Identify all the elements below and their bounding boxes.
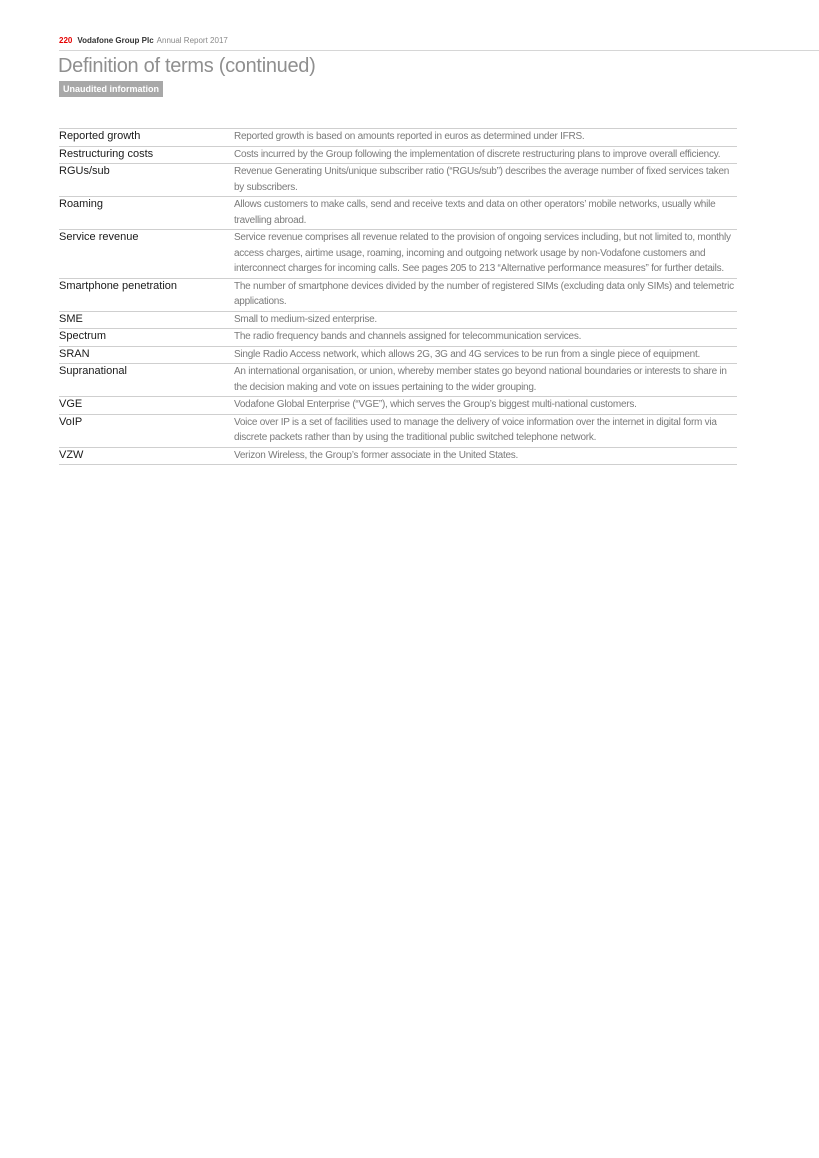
term-name: Roaming bbox=[59, 198, 104, 210]
term-name: Spectrum bbox=[59, 330, 107, 342]
term-name: Smartphone penetration bbox=[59, 279, 178, 292]
term-name: Supranational bbox=[59, 365, 127, 377]
term-definition: Voice over IP is a set of facilities used to manage the delivery of voice information over the internet in digital form via discrete packets rather than by using the traditional public switched telephone network. bbox=[234, 416, 717, 443]
term-name: VZW bbox=[59, 448, 84, 461]
report-name: Annual Report 2017 bbox=[156, 36, 228, 45]
term-row bbox=[59, 279, 737, 312]
page-number: 220 bbox=[59, 36, 73, 45]
term-definition: Vodafone Global Enterprise (“VGE”), which serves the Group’s biggest multi-national customers. bbox=[234, 399, 637, 410]
term-row bbox=[59, 230, 737, 279]
term-definition: Revenue Generating Units/unique subscriber ratio (“RGUs/sub”) describes the average number of fixed services taken by subscribers. bbox=[234, 166, 730, 193]
term-definition: Verizon Wireless, the Group’s former associate in the United States. bbox=[234, 449, 519, 461]
term-name: Reported growth bbox=[59, 130, 141, 142]
term-definition: Allows customers to make calls, send and receive texts and data on other operators’ mobile networks, usually while travelling abroad. bbox=[234, 199, 716, 226]
term-name: Restructuring costs bbox=[59, 147, 154, 160]
term-row bbox=[59, 312, 737, 330]
page-title: Definition of terms (continued) bbox=[58, 55, 316, 77]
term-row bbox=[59, 164, 737, 197]
term-row bbox=[59, 415, 737, 448]
term-definition: Single Radio Access network, which allows 2G, 3G and 4G services to be run from a single piece of equipment. bbox=[234, 348, 701, 360]
term-definition: Service revenue comprises all revenue related to the provision of ongoing services including, but not limited to, monthly access charges, airtime usage, roaming, incoming and outgoing network usage by non-Vodafone customers and interconnect charges for incoming calls. See pages 205 to 213 “Alternative performance measures” for further details. bbox=[234, 232, 731, 274]
term-definition: An international organisation, or union, whereby member states go beyond national boundaries or interests to share in the decision making and vote on issues pertaining to the wider grouping. bbox=[234, 366, 727, 393]
term-name: VGE bbox=[59, 398, 83, 410]
term-definition: The radio frequency bands and channels assigned for telecommunication services. bbox=[234, 331, 582, 342]
term-name: VoIP bbox=[59, 415, 83, 428]
term-row bbox=[59, 147, 737, 165]
unaudited-badge: Unaudited information bbox=[59, 81, 163, 97]
term-name: SME bbox=[59, 312, 83, 325]
term-row bbox=[59, 364, 737, 397]
term-definition: The number of smartphone devices divided by the number of registered SIMs (excluding data only SIMs) and telemetric applications. bbox=[234, 280, 734, 307]
terms-table bbox=[59, 128, 737, 465]
term-row bbox=[59, 129, 737, 147]
term-name: RGUs/sub bbox=[59, 165, 110, 177]
term-row bbox=[59, 448, 737, 466]
company-name: Vodafone Group Plc bbox=[77, 36, 154, 45]
term-definition: Reported growth is based on amounts reported in euros as determined under IFRS. bbox=[234, 131, 585, 142]
term-row bbox=[59, 329, 737, 347]
term-row bbox=[59, 397, 737, 415]
term-name: Service revenue bbox=[59, 231, 139, 243]
term-row bbox=[59, 197, 737, 230]
term-definition: Costs incurred by the Group following the implementation of discrete restructuring plans to improve overall efficiency. bbox=[234, 148, 721, 160]
running-header bbox=[59, 35, 228, 47]
header-divider bbox=[59, 50, 819, 51]
term-definition: Small to medium-sized enterprise. bbox=[234, 313, 377, 325]
term-name: SRAN bbox=[59, 347, 90, 360]
term-row bbox=[59, 347, 737, 365]
